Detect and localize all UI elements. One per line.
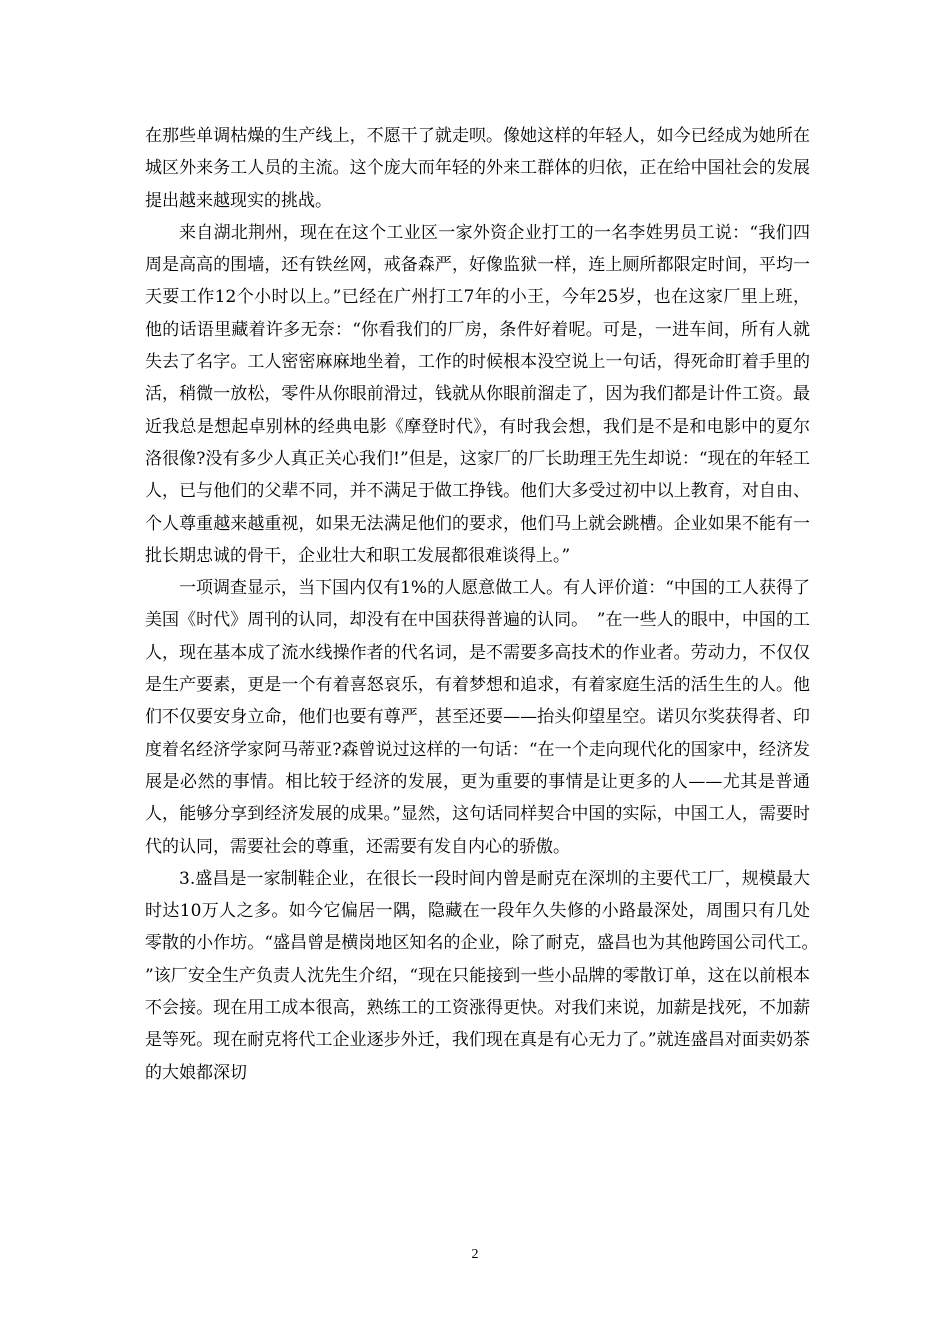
- paragraph-shengchang: 3.盛昌是一家制鞋企业，在很长一段时间内曾是耐克在深圳的主要代工厂，规模最大时达10万人之多。如今它偏居一隅，隐藏在一段年久失修的小路最深处，周围只有几处零散的小作坊。“盛昌曾是横岗地区知名的企业，除了耐克，盛昌也为其他跨国公司代工。 ”该厂安全生产负责人沈先生介绍，“现在只能接到一些小品牌的零散订单，这在以前根本不会接。现在用工成本很高，熟练工的工资涨得更快。对我们来说，加薪是找死，不加薪是等死。现在耐克将代工企业逐步外迁，我们现在真是有心无力了。”就连盛昌对面卖奶茶的大娘都深切: [145, 868, 827, 1083]
- paragraph-continuation: 在那些单调枯燥的生产线上，不愿干了就走呗。像她这样的年轻人，如今已经成为她所在城区外来务工人员的主流。这个庞大而年轻的外来工群体的归依，正在给中国社会的发展提出越来越现实的挑战。: [145, 126, 810, 211]
- paragraph-survey: 一项调查显示，当下国内仅有1%的人愿意做工人。有人评价道：“中国的工人获得了美国《时代》周刊的认同，却没有在中国获得普遍的认同。 ”在一些人的眼中，中国的工人，现在基本成了流水线操作者的代名词，是不需要多高技术的作业者。劳动力，不仅仅是生产要素，更是一个有着喜怒哀乐，有着梦想和追求，有着家庭生活的活生生的人。他们不仅要安身立命，他们也要有尊严，甚至还要——抬头仰望星空。诺贝尔奖获得者、印度着名经济学家阿马蒂亚?森曾说过这样的一句话：“在一个走向现代化的国家中，经济发展是必然的事情。相比较于经济的发展，更为重要的事情是让更多的人——尤其是普通人，能够分享到经济发展的成果。”显然，这句话同样契合中国的实际，中国工人，需要时代的认同，需要社会的尊重，还需要有发自内心的骄傲。: [145, 578, 810, 857]
- paragraph-worker-testimony: 来自湖北荆州，现在在这个工业区一家外资企业打工的一名李姓男员工说：“我们四周是高高的围墙，还有铁丝网，戒备森严，好像监狱一样，连上厕所都限定时间，平均一天要工作12个小时以上。”已经在广州打工7年的小王，今年25岁，也在这家厂里上班，他的话语里藏着许多无奈：“你看我们的厂房，条件好着呢。可是，一进车间，所有人就失去了名字。工人密密麻麻地坐着，工作的时候根本没空说上一句话，得死命盯着手里的活，稍微一放松，零件从你眼前滑过，钱就从你眼前溜走了，因为我们都是计件工资。最近我总是想起卓别林的经典电影《摩登时代》，有时我会想，我们是不是和电影中的夏尔洛很像?没有多少人真正关心我们!”但是，这家厂的厂长助理王先生却说：“现在的年轻工人，已与他们的父辈不同，并不满足于做工挣钱。他们大多受过初中以上教育，对自由、个人尊重越来越重视，如果无法满足他们的要求，他们马上就会跳槽。企业如果不能有一批长期忠诚的骨干，企业壮大和职工发展都很难谈得上。”: [145, 222, 810, 566]
- body-text: [145, 120, 827, 1089]
- page-number: 2: [471, 1247, 479, 1262]
